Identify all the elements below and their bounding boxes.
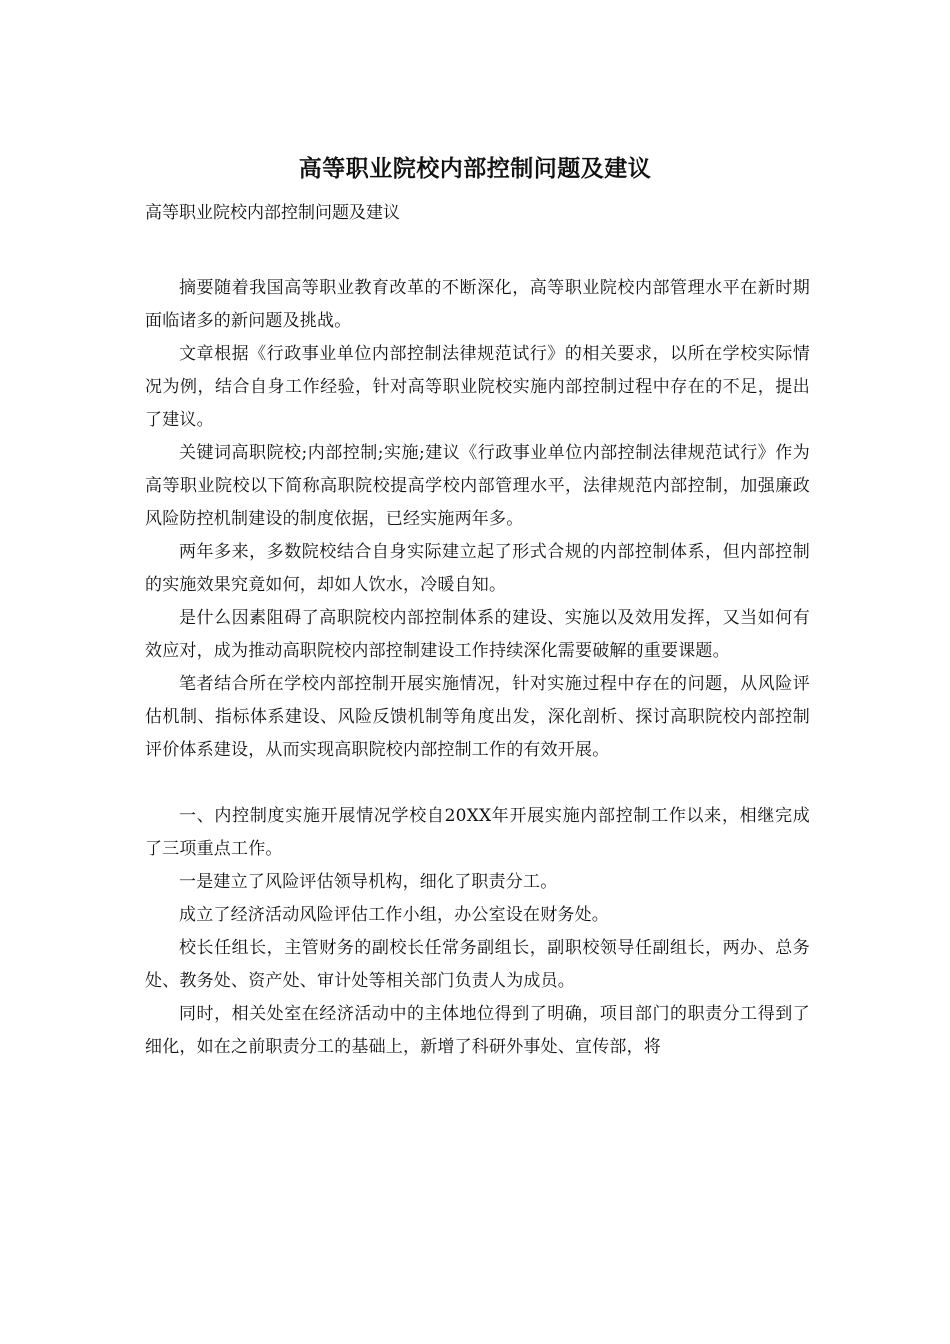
document-body xyxy=(145,272,810,1064)
paragraph-working-group: 成立了经济活动风险评估工作小组，办公室设在财务处。 xyxy=(179,905,609,925)
paragraph-author-approach: 笔者结合所在学校内部控制开展实施情况，针对实施过程中存在的问题，从风险评估机制、指标体系建设、风险反馈机制等角度出发，深化剖析、探讨高职院校内部控制评价体系建设，从而实现高职院校内部控制工作的有效开展。 xyxy=(145,674,810,760)
paragraph-responsibilities: 同时，相关处室在经济活动中的主体地位得到了明确，项目部门的职责分工得到了细化，如在之前职责分工的基础上，新增了科研外事处、宣传部，将 xyxy=(145,1004,810,1057)
paragraph-article-basis: 文章根据《行政事业单位内部控制法律规范试行》的相关要求，以所在学校实际情况为例，结合自身工作经验，针对高等职业院校实施内部控制过程中存在的不足，提出了建议。 xyxy=(145,344,810,430)
paragraph-two-years: 两年多来，多数院校结合自身实际建立起了形式合规的内部控制体系，但内部控制的实施效果究竟如何，却如人饮水，冷暖自知。 xyxy=(145,542,810,595)
paragraph-leadership: 校长任组长，主管财务的副校长任常务副组长，副职校领导任副组长，两办、总务处、教务处、资产处、审计处等相关部门负责人为成员。 xyxy=(145,938,810,991)
document-title: 高等职业院校内部控制问题及建议 xyxy=(298,155,652,182)
paragraph-abstract: 摘要随着我国高等职业教育改革的不断深化，高等职业院校内部管理水平在新时期面临诸多的新问题及挑战。 xyxy=(145,278,810,331)
paragraph-section-one: 一、内控制度实施开展情况学校自20XX年开展实施内部控制工作以来，相继完成了三项重点工作。 xyxy=(145,806,810,859)
paragraph-obstacles: 是什么因素阻碍了高职院校内部控制体系的建设、实施以及效用发挥，又当如何有效应对，成为推动高职院校内部控制建设工作持续深化需要破解的重要课题。 xyxy=(145,608,810,661)
paragraph-keywords: 关键词高职院校;内部控制;实施;建议《行政事业单位内部控制法律规范试行》作为高等职业院校以下简称高职院校提高学校内部管理水平，法律规范内部控制，加强廉政风险防控机制建设的制度依据，已经实施两年多。 xyxy=(145,443,810,529)
section-spacer xyxy=(145,767,810,800)
document-subtitle: 高等职业院校内部控制问题及建议 xyxy=(145,203,400,223)
paragraph-point-one: 一是建立了风险评估领导机构，细化了职责分工。 xyxy=(179,872,558,892)
